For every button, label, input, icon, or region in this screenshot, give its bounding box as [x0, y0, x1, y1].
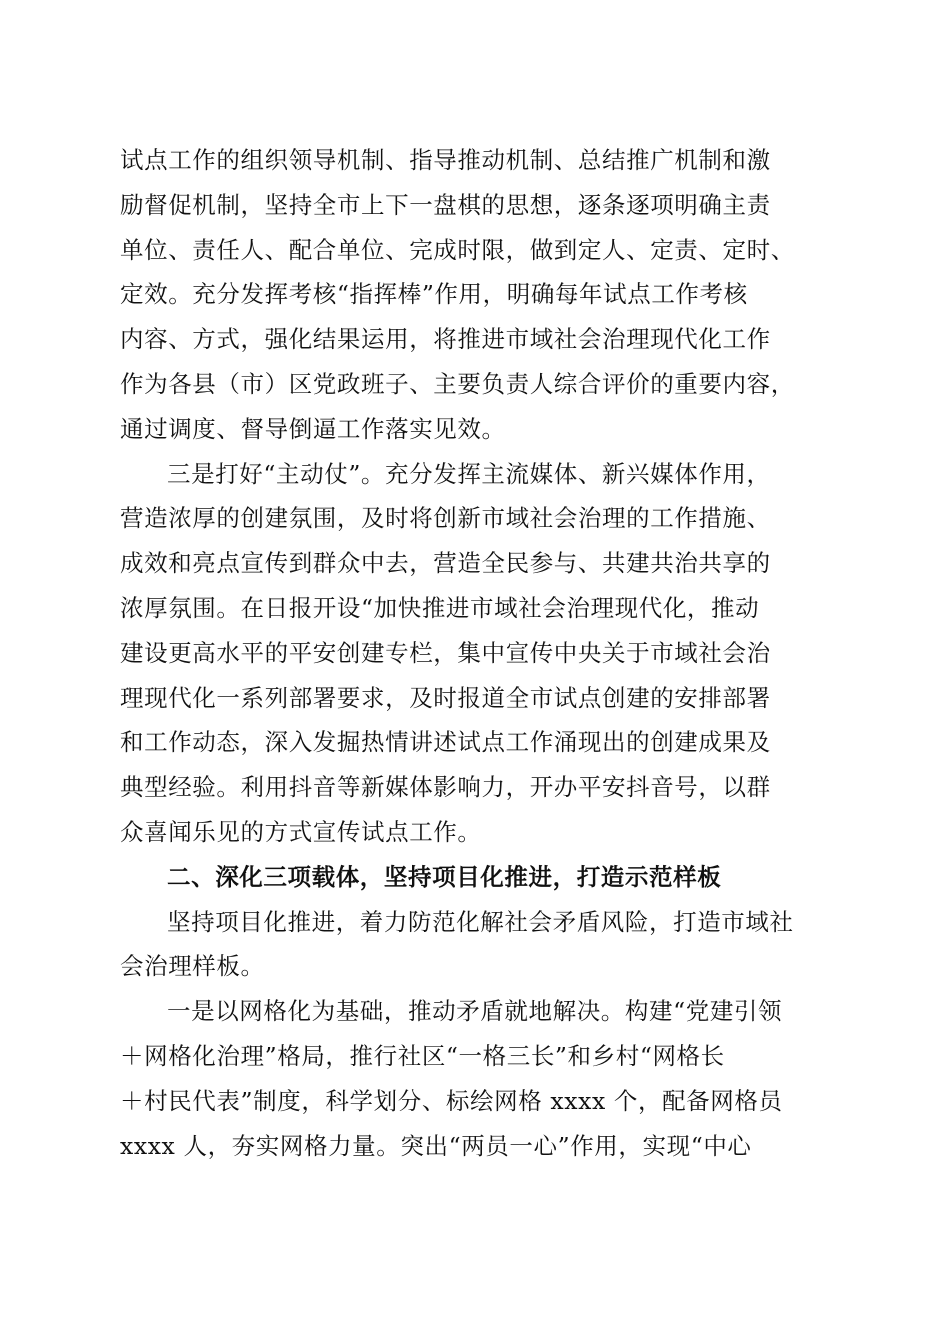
text-line: 典型经验。利用抖音等新媒体影响力，开办平安抖音号，以群 [120, 773, 771, 802]
text-line: 作为各县（市）区党政班子、主要负责人综合评价的重要内容， [120, 369, 795, 398]
text-line: 营造浓厚的创建氛围，及时将创新市域社会治理的工作措施、 [120, 504, 771, 533]
text-line: ＋网格化治理”格局，推行社区“一格三长”和乡村“网格长 [120, 1041, 725, 1070]
text-line: 单位、责任人、配合单位、完成时限，做到定人、定责、定时、 [120, 235, 795, 264]
text-line: 建设更高水平的平安创建专栏，集中宣传中央关于市域社会治 [120, 638, 771, 667]
text-line: 成效和亮点宣传到群众中去，营造全民参与、共建共治共享的 [120, 549, 771, 578]
paragraph-start-line: 三是打好“主动仗”。充分发挥主流媒体、新兴媒体作用， [167, 459, 771, 488]
text-line: 和工作动态，深入发掘热情讲述试点工作涌现出的创建成果及 [120, 728, 771, 757]
section-heading: 二、深化三项载体，坚持项目化推进，打造示范样板 [167, 862, 722, 891]
text-line: xxxx 人，夯实网格力量。突出“两员一心”作用，实现“中心 [120, 1131, 752, 1160]
text-line: ＋村民代表”制度，科学划分、标绘网格 xxxx 个，配备网格员 [120, 1086, 783, 1115]
text-line: 定效。充分发挥考核“指挥棒”作用，明确每年试点工作考核 [120, 280, 748, 309]
text-line: 会治理样板。 [120, 952, 265, 981]
text-line: 试点工作的组织领导机制、指导推动机制、总结推广机制和激 [120, 146, 771, 174]
text-line: 通过调度、督导倒逼工作落实见效。 [120, 414, 506, 443]
paragraph-start-line: 坚持项目化推进，着力防范化解社会矛盾风险，打造市域社 [167, 907, 794, 936]
text-line: 内容、方式，强化结果运用，将推进市域社会治理现代化工作 [120, 325, 771, 354]
text-line: 浓厚氛围。在日报开设“加快推进市域社会治理现代化，推动 [120, 593, 760, 622]
text-line: 众喜闻乐见的方式宣传试点工作。 [120, 817, 482, 846]
text-line: 理现代化一系列部署要求，及时报道全市试点创建的安排部署 [120, 683, 771, 712]
text-line: 励督促机制，坚持全市上下一盘棋的思想，逐条逐项明确主责 [120, 190, 771, 219]
document-body [120, 138, 832, 1168]
paragraph-start-line: 一是以网格化为基础，推动矛盾就地解决。构建“党建引领 [167, 997, 783, 1026]
